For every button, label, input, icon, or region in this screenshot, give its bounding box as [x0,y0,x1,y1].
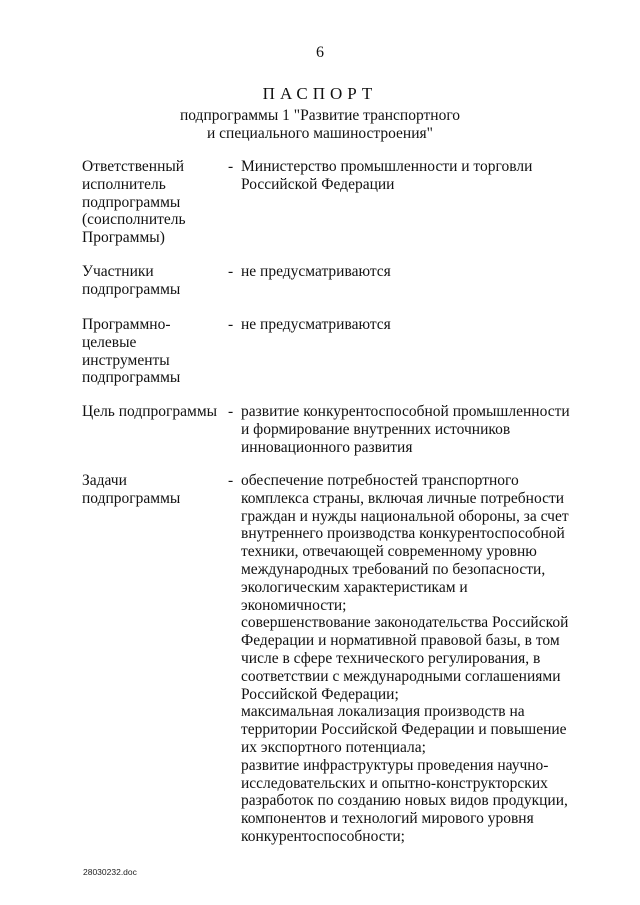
row-dash: - [228,263,234,280]
row-dash: - [228,158,234,175]
row-dash: - [228,316,234,333]
row-value: Министерство промышленности и торговли Российской Федерации [241,158,533,193]
row-value: не предусматриваются [241,316,391,333]
document-subtitle [0,107,640,143]
row-dash: - [228,472,234,489]
row-label: Ответственный исполнитель подпрограммы (соисполнитель Программы) [82,158,186,247]
row-label: Цель подпрограммы [82,403,218,420]
row-label: Программно- целевые инструменты подпрограммы [82,316,181,387]
row-value: развитие конкурентоспособной промышленности и формирование внутренних источников инновационного развития [241,403,570,456]
footer-filename: 28030232.doc [83,867,137,877]
row-label: Задачи подпрограммы [82,472,181,507]
row-value: не предусматриваются [241,263,391,280]
row-value: обеспечение потребностей транспортного комплекса страны, включая личные потребности граждан и нужды национальной обороны, за счет внутреннего производства конкурентоспособной техники, отвечающей современному уровню международных требований по безопасности, экологическим характеристикам и экономичности; совершенствование законодательства Российской Федерации и нормативной правовой базы, в том числе в сфере технического регулирования, в соответствии с международными соглашениями Российской Федерации; максимальная локализация производств на территории Российской Федерации и повышение их экспортного потенциала; развитие инфраструктуры проведения научно- исследовательских и опытно-конструкторских разработок по созданию новых видов продукции, компонентов и технологий мирового уровня конкурентоспособности; [241,472,569,845]
page-number: 6 [316,44,324,61]
subtitle-line: и специального машиностроения" [207,125,433,142]
document-title: ПАСПОРТ [262,84,378,103]
subtitle-line: подпрограммы 1 "Развитие транспортного [179,107,461,124]
row-dash: - [228,403,234,420]
row-label: Участники подпрограммы [82,263,181,298]
